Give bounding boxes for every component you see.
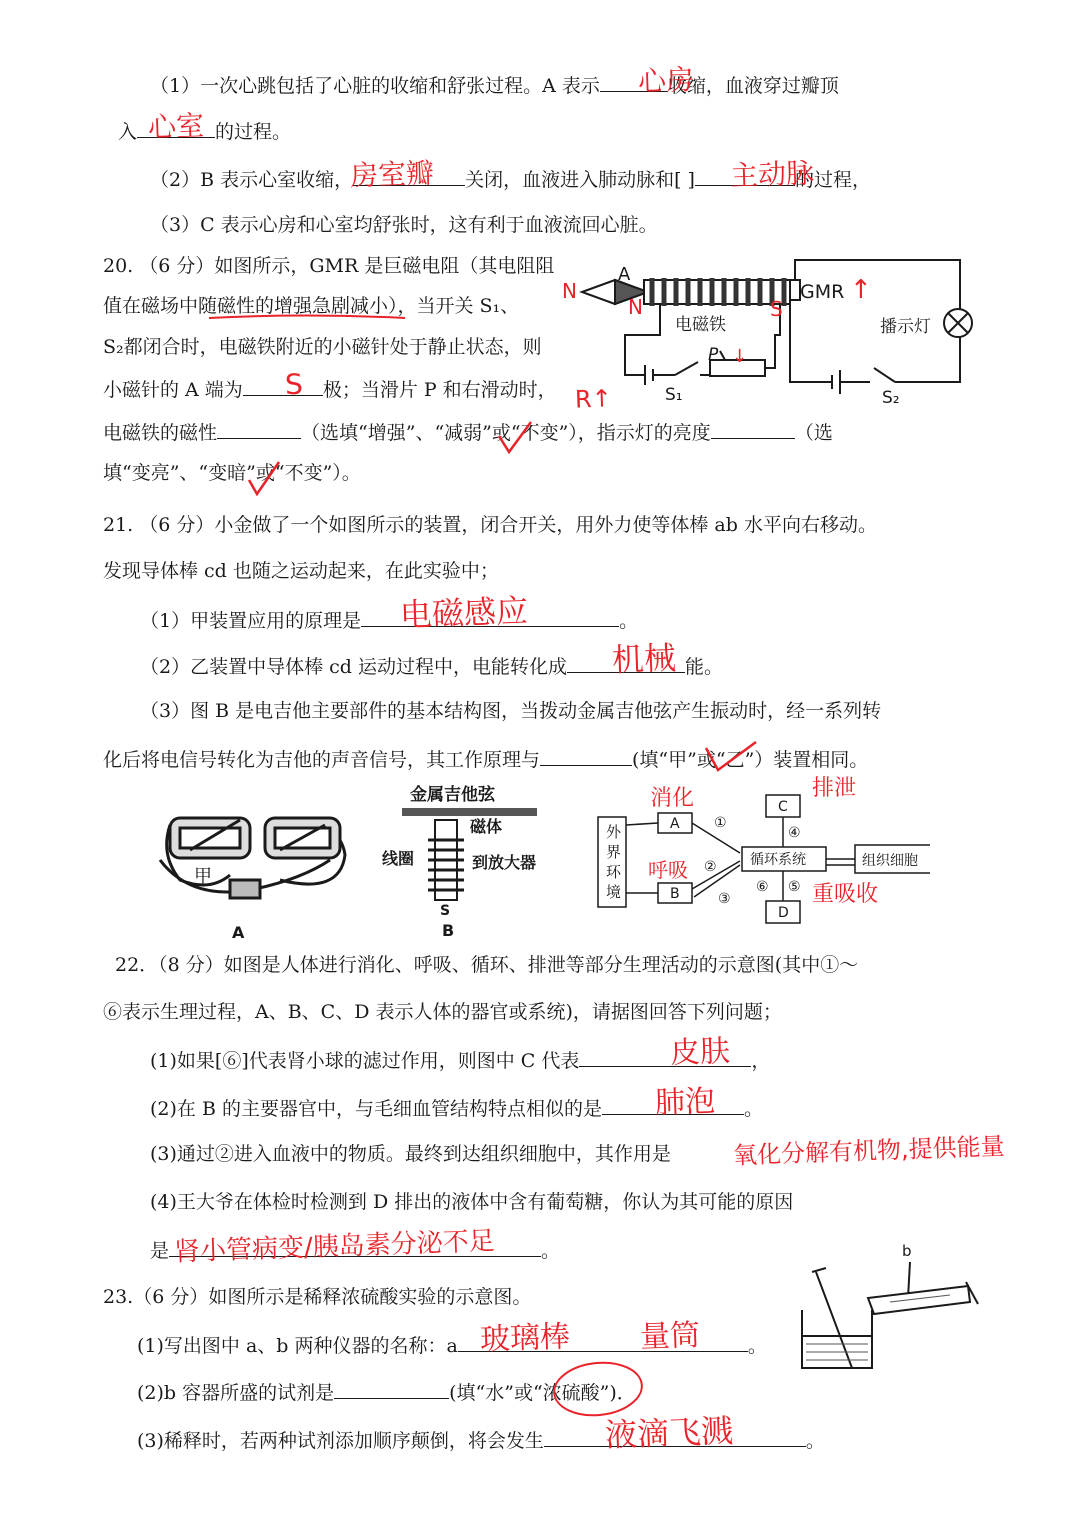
blank <box>334 1378 449 1399</box>
q22-line4: (2)在 B 的主要器官中，与毛细血管结构特点相似的是 。 <box>150 1094 763 1122</box>
circulation-label: 循环系统 <box>750 852 806 868</box>
string-label: 金属吉他弦 <box>410 785 495 805</box>
figure-a-caption: A <box>232 923 245 940</box>
switch-s2-label: S₂ <box>882 388 900 408</box>
blank <box>540 745 632 766</box>
physiology-flow-diagram <box>590 775 930 925</box>
gmr-label: GMR <box>800 281 845 303</box>
q21-line3: （1）甲装置应用的原理是 。 <box>140 606 638 634</box>
q21-line6: 化后将电信号转化为吉他的声音信号，其工作原理与 (填“甲”或“乙”）装置相同。 <box>103 745 868 773</box>
step-2: ② <box>704 859 717 875</box>
q21-line4: （2）乙装置中导体棒 cd 运动过程中，电能转化成 能。 <box>140 652 723 680</box>
q23-line2: (1)写出图中 a、b 两种仪器的名称：a 。 <box>137 1331 767 1359</box>
env-char-4: 境 <box>606 883 622 901</box>
electromagnet-circuit-diagram <box>560 250 980 415</box>
check-mark-icon <box>700 740 760 774</box>
tissue-cell-label: 组织细胞 <box>862 853 918 869</box>
env-char-2: 界 <box>606 843 622 861</box>
q20-line3: S₂都闭合时，电磁铁附近的小磁针处于静止状态，则 <box>103 336 542 358</box>
s-pole-label: S <box>440 903 451 919</box>
jia-label: 甲 <box>194 866 212 887</box>
handwritten-breath: 呼吸 <box>648 858 688 882</box>
handwritten-circle <box>548 1356 648 1422</box>
blank <box>711 418 795 439</box>
q22-line7: 是 。 <box>150 1236 560 1264</box>
organ-b-label: B <box>670 886 680 902</box>
q20-line5: 电磁铁的磁性 （选填“增强”、“减弱”或“不变”），指示灯的亮度 （选 <box>103 418 833 446</box>
q22-line2: ⑥表示生理过程，A、B、C、D 表示人体的器官或系统)，请据图回答下列问题； <box>103 1001 782 1023</box>
q23-line1: 23.（6 分）如图所示是稀释浓硫酸实验的示意图。 <box>103 1286 532 1308</box>
organ-d-label: D <box>778 905 789 921</box>
q20-line6: 填“变亮”、“变暗”或“不变”）。 <box>103 462 361 484</box>
answer-alveoli: 肺泡 <box>654 1083 716 1122</box>
q20-line4: 小磁针的 A 端为 极；当滑片 P 和右滑动时， <box>103 375 557 403</box>
q22-line1: 22．（8 分）如图是人体进行消化、呼吸、循环、排泄等部分生理活动的示意图(其中①～ <box>115 954 859 976</box>
check-mark-icon <box>245 458 285 498</box>
lamp-label: 播示灯 <box>880 317 931 337</box>
q19-line1: （1）一次心跳包括了心脏的收缩和舒张过程。A 表示 收缩，血液穿过瓣顶 <box>150 71 839 99</box>
handwritten-s-coil: S <box>770 297 783 321</box>
dilution-apparatus-figure <box>790 1240 980 1380</box>
answer-heart-atrium: 心房 <box>637 63 695 98</box>
handwritten-n-coil: N <box>628 295 643 319</box>
b-label: b <box>902 1242 912 1260</box>
q22-line6: (4)王大爷在体检时检测到 D 排出的液体中含有葡萄糖，你认为其可能的原因 <box>150 1191 794 1213</box>
step-6: ⑥ <box>756 879 769 895</box>
env-char-1: 外 <box>606 823 622 841</box>
q19-line2: 入 的过程。 <box>118 117 291 145</box>
check-mark-icon <box>495 418 535 458</box>
q20-line2: 值在磁场中随磁性的增强急剧减小），当开关 S₁、 <box>103 295 520 317</box>
needle-end-label: A <box>618 264 631 285</box>
magnet-label: 磁体 <box>470 817 503 836</box>
answer-heart-ventricle: 心室 <box>147 109 205 144</box>
answer-principle: 电磁感应 <box>399 591 529 635</box>
figure-b-caption: B <box>442 921 455 940</box>
answer-glass-rod: 玻璃棒 <box>479 1319 571 1358</box>
handwritten-digest: 消化 <box>650 786 695 811</box>
step-1: ① <box>714 815 727 831</box>
q21-line2: 发现导体棒 cd 也随之运动起来，在此实验中； <box>103 560 499 582</box>
handwritten-underline <box>207 313 407 321</box>
slider-label: P <box>708 345 719 365</box>
organ-c-label: C <box>778 799 788 815</box>
step-5: ⑤ <box>788 879 801 895</box>
q23-line4: (3)稀释时，若两种试剂添加顺序颠倒，将会发生 。 <box>137 1426 825 1454</box>
answer-valve: 房室瓣 <box>349 156 435 193</box>
answer-splash: 液滴飞溅 <box>604 1411 734 1455</box>
figure-a-induction-apparatus <box>150 800 350 940</box>
q19-line3: （2）B 表示心室收缩， 关闭，血液进入肺动脉和[ ] 的过程， <box>150 165 871 193</box>
q23-line3: (2)b 容器所盛的试剂是 (填“水”或“浓硫酸”)． <box>137 1378 636 1406</box>
answer-aorta: 主动脉 <box>729 156 815 193</box>
answer-function: 氧化分解有机物,提供能量 <box>732 1132 1006 1170</box>
q21-line1: 21. （6 分）小金做了一个如图所示的装置，闭合开关，用外力使等体棒 ab 水平向右移动。 <box>103 514 877 536</box>
handwritten-reabsorb: 重吸收 <box>812 882 879 907</box>
q21-line5: （3）图 B 是电吉他主要部件的基本结构图，当拨动金属吉他弦产生振动时，经一系列转 <box>140 700 882 722</box>
switch-s1-label: S₁ <box>665 385 683 405</box>
answer-pole: S <box>284 367 304 402</box>
handwritten-arrow-up: ↑ <box>850 275 872 305</box>
handwritten-n-left: N <box>562 279 577 303</box>
answer-skin: 皮肤 <box>669 1033 731 1072</box>
q19-line4: （3）C 表示心房和心室均舒张时，这有利于血液流回心脏。 <box>150 214 658 236</box>
step-3: ③ <box>718 891 731 907</box>
answer-cylinder: 量筒 <box>639 1317 701 1356</box>
amp-label: 到放大器 <box>472 853 537 872</box>
handwritten-excrete: 排泄 <box>812 776 857 801</box>
figure-b-guitar-pickup <box>380 780 570 940</box>
q22-line5: (3)通过②进入血液中的物质。最终到达组织细胞中，其作用是 <box>150 1143 671 1165</box>
env-char-3: 环 <box>606 863 622 881</box>
step-4: ④ <box>788 825 801 841</box>
coil-label: 线圈 <box>382 849 415 868</box>
q22-line3: (1)如果[⑥]代表肾小球的滤过作用，则图中 C 代表 ， <box>150 1046 770 1074</box>
q20-line1: 20. （6 分）如图所示，GMR 是巨磁电阻（其电阻阻 <box>103 255 555 277</box>
blank <box>217 418 301 439</box>
electromagnet-label: 电磁铁 <box>675 315 726 335</box>
answer-energy: 机械 <box>611 638 677 680</box>
blank <box>243 375 323 396</box>
organ-a-label: A <box>670 816 680 832</box>
handwritten-note-r-up: R↑ <box>574 384 613 414</box>
answer-reason: 肾小管病变/胰岛素分泌不足 <box>173 1226 496 1268</box>
handwritten-arrow-down: ↓ <box>732 346 748 367</box>
